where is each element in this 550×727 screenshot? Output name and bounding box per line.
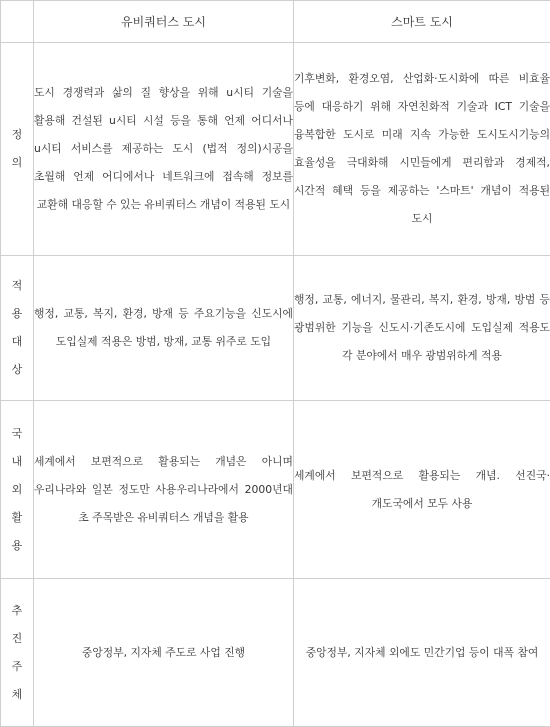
driving-entity-ubiquitous: 중앙정부, 지자체 주도로 사업 진행 [34,579,294,727]
row-domestic-foreign-use [1,401,550,579]
application-target-smart: 행정, 교통, 에너지, 물관리, 복지, 환경, 방재, 방범 등 광범위한 기능을 신도시·기존도시에 도입실제 적용도 각 분야에서 매우 광범위하게 적용 [294,256,550,401]
definition-smart: 기후변화, 환경오염, 산업화·도시화에 따른 비효율 등에 대응하기 위해 자연친화적 기술과 ICT 기술을 융복합한 도시로 미래 지속 가능한 도시도시기능의 효율성을 극대화해 시민들에게 편리함과 경제적, 시간적 혜택 등을 제공하는 '스마트' 개념이 적용된 도시 [294,43,550,256]
table-header-row [1,1,550,43]
driving-entity-smart: 중앙정부, 지자체 외에도 민간기업 등이 대폭 참여 [294,579,550,727]
header-ubiquitous-city: 유비쿼터스 도시 [34,1,294,43]
definition-ubiquitous: 도시 경쟁력과 삶의 질 향상을 위해 u시티 기술을 활용해 건설된 u시티 시설 등을 통해 언제 어디서나 u시티 서비스를 제공하는 도시 (법적 정의)시공을 초월해 언제 어디에서나 네트워크에 접속해 정보를 교환해 대응할 수 있는 유비쿼터스 개념이 적용된 도시 [34,43,294,256]
row-label-application-target: 적 용 대 상 [1,256,34,401]
row-definition [1,43,550,256]
row-driving-entity [1,579,550,727]
row-application-target [1,256,550,401]
application-target-ubiquitous: 행정, 교통, 복지, 환경, 방재 등 주요기능을 신도시에 도입실제 적용은 방범, 방재, 교통 위주로 도입 [34,256,294,401]
row-label-definition: 정 의 [1,43,34,256]
domestic-foreign-use-smart: 세계에서 보편적으로 활용되는 개념. 선진국·개도국에서 모두 사용 [294,401,550,579]
row-label-driving-entity: 추 진 주 체 [1,579,34,727]
domestic-foreign-use-ubiquitous: 세계에서 보편적으로 활용되는 개념은 아니며 우리나라와 일본 정도만 사용우리나라에서 2000년대 초 주목받은 유비쿼터스 개념을 활용 [34,401,294,579]
row-label-domestic-foreign-use: 국 내 외 활 용 [1,401,34,579]
header-smart-city: 스마트 도시 [294,1,550,43]
header-corner-cell [1,1,34,43]
